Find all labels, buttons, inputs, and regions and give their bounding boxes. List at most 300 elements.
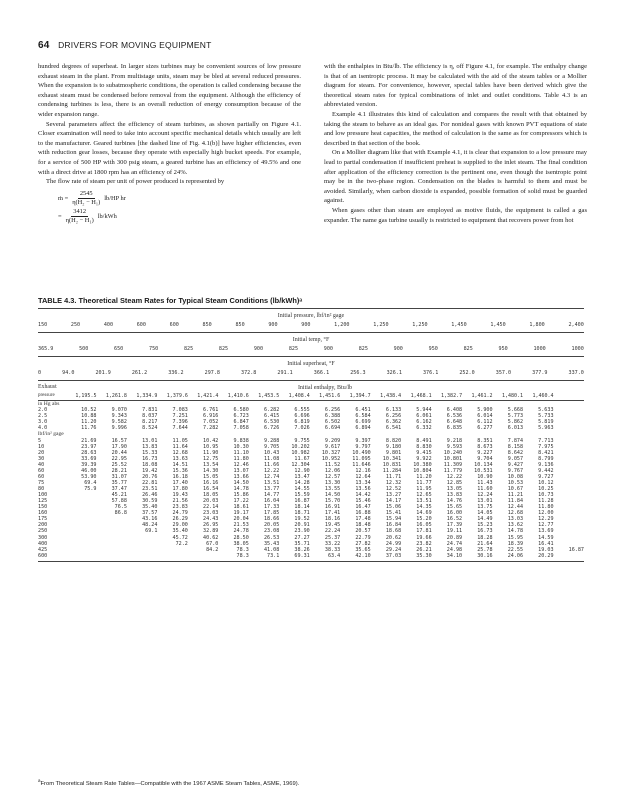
table-cell: 8.158 <box>507 443 524 450</box>
table-cell: 6.256 <box>324 407 341 414</box>
table-cell: 6.408 <box>446 407 463 414</box>
table-cell: 86.8 <box>114 510 127 517</box>
table-cell: 14.78 <box>233 486 249 493</box>
table-cell: 35.40 <box>142 504 158 511</box>
table-cell: 12.29 <box>538 516 554 523</box>
table-cell: 900 <box>323 346 333 352</box>
paragraph: Several parameters affect the efficiency of steam turbines, as shown partially on Figure 4.1. Closer examination will need to take into account specific mechanical details which usually are left to the manufacturer. Geared turbines [the dashed line of Fig. 4.1(b)] have higher efficiencies, even with reduction gear losses, because they operate with especially high bucket speeds. For example, for a service of 500 HP with 300 psig steam, a geared turbine has an efficiency of 49.5% and one with a direct drive at 1800 rpm has an efficiency of 24%. <box>38 120 301 176</box>
equation-lhs: ṁ = <box>58 194 69 202</box>
row-header: 40 <box>38 461 45 468</box>
table-cell: 27.27 <box>294 534 310 541</box>
table-cell: 9.617 <box>324 443 341 450</box>
row-header: 4.0 <box>38 425 48 432</box>
table-cell: 94.0 <box>62 370 75 376</box>
table-cell: 37.03 <box>385 552 402 559</box>
table-cell: 16.47 <box>355 504 371 511</box>
table-cell: 10.08 <box>507 474 524 481</box>
inlet-pressure-label: Initial pressure, lbf/in² gage <box>277 313 345 319</box>
table-cell: 35.71 <box>294 540 310 547</box>
table-cell: 9.427 <box>507 461 524 468</box>
table-cell: 6.332 <box>416 425 432 432</box>
enthalpy-row <box>38 392 584 400</box>
table-cell: 252.0 <box>459 370 475 376</box>
table-cell: 10.831 <box>382 461 402 468</box>
table-cell: 11.779 <box>443 468 463 475</box>
table-cell: 6.894 <box>355 425 371 432</box>
table-cell: 10.982 <box>291 449 310 456</box>
table-cell: 21.56 <box>172 498 188 505</box>
table-cell: 26.95 <box>203 522 219 529</box>
table-cell: 12.68 <box>172 449 188 456</box>
table-cell: 14.50 <box>233 480 249 487</box>
table-cell: 12.00 <box>538 510 554 517</box>
table-cell: 900 <box>268 322 278 328</box>
table-cell: 10.88 <box>81 413 97 420</box>
table-cell: 16.73 <box>477 528 493 535</box>
table-cell: 1,438.4 <box>380 393 402 399</box>
table-cell: 1000 <box>533 346 546 352</box>
table-cell: 14.78 <box>507 528 524 535</box>
paragraph: Example 4.1 illustrates this kind of calculation and compares the result with that obtained by taking the steam to behave as an ideal gas. For nonideal gases with known PVT equations of state and low pressure heat capacities, the method of calculation is the same as for compressors which is described in that section of the book. <box>324 110 587 147</box>
row-header: 150 <box>38 504 48 511</box>
table-cell <box>188 553 218 559</box>
table-cell: 14.49 <box>477 516 493 523</box>
table-cell: 20.62 <box>385 534 402 541</box>
table-cell: 1,195.5 <box>75 393 97 399</box>
inlet-pressure-row <box>38 320 584 332</box>
table-cell: 297.8 <box>204 370 220 376</box>
table-cell: 1,261.8 <box>105 393 127 399</box>
table-cell: 19.42 <box>142 468 158 475</box>
table-cell: 950 <box>428 346 438 352</box>
table-cell: 6.530 <box>263 419 280 426</box>
table-cell: 24.99 <box>385 540 402 547</box>
table-cell: 28.50 <box>233 534 249 541</box>
table-cell: 9.727 <box>538 474 554 481</box>
table-cell: 9.705 <box>263 443 280 450</box>
table-cell: 291.1 <box>277 370 293 376</box>
table-cell: 8.673 <box>477 443 493 450</box>
table-cell: 20.29 <box>538 552 554 559</box>
table-cell: 376.1 <box>422 370 439 376</box>
table-cell: 256.3 <box>350 370 366 376</box>
table-cell: 1,450 <box>451 322 467 328</box>
table-cell: 9.801 <box>385 449 402 456</box>
table-cell: 18.71 <box>294 510 310 517</box>
table-cell: 12.22 <box>263 468 280 475</box>
running-header <box>38 40 212 51</box>
table-cell: 25.37 <box>324 534 341 541</box>
table-cell: 336.2 <box>168 370 184 376</box>
table-cell: 10.52 <box>81 407 97 414</box>
table-cell: 12.32 <box>385 480 402 487</box>
table-cell: 6.388 <box>324 413 341 420</box>
table-cell: 20.03 <box>203 498 219 505</box>
table-cell: 11.95 <box>416 486 432 493</box>
table-cell: 6.696 <box>294 413 310 420</box>
table-cell: 11.71 <box>385 474 402 481</box>
table-cell: 18.16 <box>324 516 341 523</box>
table-cell: 53.90 <box>81 474 97 481</box>
inlet-temp-row <box>38 344 584 356</box>
table-cell: 11.80 <box>538 504 554 511</box>
table-cell: 15.36 <box>172 468 188 475</box>
table-cell: 15.86 <box>233 492 249 499</box>
table-cell: 16.04 <box>263 498 280 505</box>
table-cell: 9.218 <box>446 437 463 444</box>
table-cell: 11.646 <box>352 461 371 468</box>
table-cell: 9.057 <box>507 455 524 462</box>
table-cell: 13.07 <box>233 468 249 475</box>
table-cell: 600 <box>136 322 146 328</box>
table-cell: 23.97 <box>81 443 97 450</box>
table-cell: 26.46 <box>142 492 158 499</box>
table-cell: 69.1 <box>145 528 158 535</box>
table-cell: 23.03 <box>203 510 219 517</box>
table-cell: 5.819 <box>538 419 554 426</box>
row-header: 75 <box>38 480 45 487</box>
table-cell: 950 <box>498 346 508 352</box>
table-cell: 6.648 <box>446 419 463 426</box>
table-cell: 17.81 <box>416 528 432 535</box>
paragraph: The flow rate of steam per unit of power produced is represented by <box>46 178 225 186</box>
table-cell: 21.69 <box>81 437 97 444</box>
table-cell: 35.65 <box>355 546 371 553</box>
table-cell: 20.44 <box>111 449 127 456</box>
table-cell: 6.536 <box>446 413 463 420</box>
table-cell: 250 <box>70 322 81 328</box>
table-cell: 10.327 <box>321 449 341 456</box>
table-cell: 33.69 <box>81 455 97 462</box>
table-cell: 20.89 <box>446 534 463 541</box>
table-cell: 17.48 <box>355 516 371 523</box>
table-cell: 67.0 <box>206 540 219 547</box>
table-cell: 6.916 <box>203 413 219 420</box>
table-cell: 10.30 <box>233 443 249 450</box>
table-row <box>38 553 584 559</box>
table-cell: 12.57 <box>324 474 341 481</box>
table-cell: 24.98 <box>446 546 463 553</box>
table-cell: 11.28 <box>538 498 554 505</box>
table-cell: 6.502 <box>324 419 341 426</box>
table-cell: 16.41 <box>538 540 554 547</box>
table-cell: 15.59 <box>294 492 310 499</box>
superheat-label: Initial superheat, °F <box>287 361 335 367</box>
table-cell: 31.07 <box>111 474 127 481</box>
table-cell: 78.3 <box>236 552 249 559</box>
table-cell: 6.256 <box>385 413 402 420</box>
table-cell: 13.05 <box>446 486 463 493</box>
vacuum-rows <box>38 407 584 431</box>
table-cell: 45.21 <box>111 492 127 499</box>
row-header: 2.0 <box>38 407 48 414</box>
table-cell: 35.30 <box>416 552 432 559</box>
table-cell: 6.555 <box>294 407 310 414</box>
table-cell: 16.87 <box>294 498 310 505</box>
table-cell: 1,800 <box>529 322 545 328</box>
table-caption: TABLE 4.3. Theoretical Steam Rates for Typical Steam Conditions (lb/kWh)ᵃ <box>38 296 303 305</box>
table-cell: 1,480.1 <box>501 393 524 399</box>
table-cell: 23.83 <box>172 504 188 511</box>
row-header: 400 <box>38 540 48 547</box>
table-cell: 16.16 <box>203 480 219 487</box>
table-cell: 7.251 <box>172 413 188 420</box>
table-cell: 326.1 <box>386 370 402 376</box>
table-cell: 16.18 <box>172 474 188 481</box>
table-cell: 16.00 <box>446 510 463 517</box>
table-cell: 10.240 <box>443 449 463 456</box>
table-cell: 1,461.2 <box>471 393 493 399</box>
table-cell: 17.33 <box>263 504 280 511</box>
table-cell: 2,400 <box>568 322 584 328</box>
table-cell: 6.541 <box>385 425 402 432</box>
table-cell: 15.70 <box>324 498 341 505</box>
table-cell: 23.51 <box>142 486 158 493</box>
table-cell: 25.78 <box>477 546 493 553</box>
row-header: 60 <box>38 474 45 481</box>
fraction <box>70 190 102 207</box>
table-cell: 11.76 <box>81 425 97 432</box>
superheat-row <box>38 368 584 380</box>
table-cell: 14.77 <box>263 492 280 499</box>
table-cell: 8.799 <box>538 455 554 462</box>
table-cell: 38.33 <box>324 546 341 553</box>
table-cell: 28.63 <box>81 449 97 456</box>
gage-rows <box>38 438 584 559</box>
table-cell: 42.10 <box>355 552 371 559</box>
table-cell: 40.62 <box>203 534 219 541</box>
paragraph: On a Mollier diagram like that with Example 4.1, it is clear that expansion to a low pressure may lead to partial condensation if insufficient preheat is supplied to the inlet steam. The final condition after application of the efficiency correction is the pertinent one, even though the isentropic point may be in the two-phase region. Condensation on the blades is harmful to them and must be avoided. Similarly, when carbon dioxide is expanded, possible formation of solid must be guarded against. <box>324 149 587 205</box>
table-cell: 16.57 <box>111 437 127 444</box>
table-cell: 13.63 <box>172 455 188 462</box>
table-cell: 14.35 <box>416 504 432 511</box>
table-cell: 23.82 <box>416 540 432 547</box>
table-cell: 29.24 <box>385 546 402 553</box>
table-cell: 6.013 <box>507 425 524 432</box>
table-cell: 11.21 <box>507 492 524 499</box>
table-cell: 5.944 <box>416 407 432 414</box>
table-cell: 26.53 <box>263 534 280 541</box>
running-title: DRIVERS FOR MOVING EQUIPMENT <box>58 40 212 50</box>
vacuum-section-label: in Hg abs <box>38 401 60 407</box>
table-cell: 12.46 <box>233 461 249 468</box>
row-header: 20 <box>38 449 45 456</box>
table-cell: 5.733 <box>538 413 554 420</box>
table-cell: 15.33 <box>142 449 158 456</box>
table-cell: 21.64 <box>477 540 493 547</box>
table-cell: 825 <box>218 346 229 352</box>
table-cell: 13.69 <box>538 528 554 535</box>
table-cell: 8.217 <box>142 419 158 426</box>
table-cell: 12.304 <box>291 461 310 468</box>
table-cell: 14.30 <box>203 468 219 475</box>
table-cell: 1,408.4 <box>288 393 310 399</box>
table-cell: 41.08 <box>263 546 280 553</box>
table-cell: 20.05 <box>263 522 280 529</box>
table-cell: 12.24 <box>477 492 493 499</box>
table-cell: 201.9 <box>95 370 111 376</box>
row-header: 5 <box>38 437 42 444</box>
table-cell: 22.24 <box>324 528 341 535</box>
table-cell: 600 <box>169 322 179 328</box>
table-cell: 261.2 <box>131 370 148 376</box>
table-cell: 5.773 <box>507 413 524 420</box>
table-cell: 6.584 <box>355 413 371 420</box>
table-cell: 26.21 <box>416 546 432 553</box>
row-header: 300 <box>38 534 48 541</box>
table-cell: 73.1 <box>267 552 280 559</box>
table-cell: 19.66 <box>416 534 432 541</box>
table-cell: 15.20 <box>416 516 432 523</box>
table-cell: 5.862 <box>507 419 524 426</box>
table-cell: 5.633 <box>538 407 554 414</box>
table-cell: 1,334.9 <box>136 393 158 399</box>
table-cell: 366.1 <box>313 370 330 376</box>
table-cell: 825 <box>358 346 368 352</box>
table-cell: 11.309 <box>443 461 463 468</box>
table-cell: 11.67 <box>294 455 310 462</box>
row-header: 425 <box>38 546 48 553</box>
table-cell: 19.43 <box>172 492 188 499</box>
table-cell: 24.78 <box>233 528 249 535</box>
table-cell: 6.014 <box>477 413 493 420</box>
table-cell: 7.083 <box>172 407 188 414</box>
table-cell: 7.396 <box>172 419 188 426</box>
table-cell: 9.838 <box>233 437 249 444</box>
table-cell: 0 <box>38 370 42 376</box>
table-cell: 17.41 <box>324 510 341 517</box>
table-cell: 6.699 <box>355 419 371 426</box>
table-cell: 20.04 <box>233 516 249 523</box>
table-cell: 825 <box>288 346 299 352</box>
table-cell: 9.593 <box>446 443 463 450</box>
table-cell: 16.54 <box>203 486 219 493</box>
table-cell: 23.08 <box>263 528 280 535</box>
table-cell: 8.491 <box>416 437 432 444</box>
table-cell: 17.80 <box>172 486 188 493</box>
row-header: 2.5 <box>38 413 48 420</box>
table-cell: 46.00 <box>81 468 97 475</box>
denominator: η(H₂ − H₁) <box>72 199 101 207</box>
table-cell: 18.05 <box>203 492 219 499</box>
table-cell <box>157 553 187 559</box>
table-cell: 1,453.5 <box>258 393 280 399</box>
table-cell: 357.0 <box>495 370 512 376</box>
table-cell: 30.59 <box>142 498 158 505</box>
table-cell: 1,450 <box>490 322 506 328</box>
table-cell: 18.48 <box>355 522 371 529</box>
table-cell: 19.17 <box>233 510 249 517</box>
table-cell: 17.22 <box>233 498 249 505</box>
table-cell: 13.30 <box>324 480 341 487</box>
table-cell: 6.694 <box>324 425 341 432</box>
table-cell: 9.797 <box>355 443 371 450</box>
table-cell: 7.058 <box>233 425 249 432</box>
table-cell: 1,451.6 <box>319 393 341 399</box>
table-cell: 7.052 <box>203 419 219 426</box>
table-cell: 400 <box>103 322 114 328</box>
table-cell: 22.14 <box>203 504 219 511</box>
table-cell: 6.277 <box>477 425 493 432</box>
table-cell: 18.39 <box>507 540 524 547</box>
table-cell: 13.55 <box>324 486 341 493</box>
table-cell: 28.21 <box>111 468 127 475</box>
table-cell: 12.68 <box>507 510 524 517</box>
table-cell: 16.91 <box>324 504 341 511</box>
exhaust-pressure-label: pressure <box>38 393 55 398</box>
table-cell: 7.026 <box>294 425 310 432</box>
denominator: η(H₂ − H₁) <box>65 217 94 225</box>
table-cell: 13.34 <box>355 480 371 487</box>
table-cell: 1,460.4 <box>532 393 554 399</box>
table-cell: 16.73 <box>142 455 158 462</box>
table-cell: 9.582 <box>111 419 127 426</box>
table-cell: 12.06 <box>324 468 341 475</box>
table-cell: 12.64 <box>355 474 371 481</box>
table-cell: 18.68 <box>385 528 402 535</box>
table-cell: 10.202 <box>291 443 310 450</box>
table-cell: 9.227 <box>477 449 493 456</box>
table-cell: 14.28 <box>294 480 310 487</box>
table-cell: 27.82 <box>355 540 371 547</box>
table-cell: 13.51 <box>416 498 432 505</box>
page-number: 64 <box>38 40 50 51</box>
table-cell: 1,250 <box>373 322 389 328</box>
inlet-temp-label: Initial temp, °F <box>292 337 330 343</box>
table-cell: 16.52 <box>446 516 463 523</box>
table-cell: 84.2 <box>206 546 219 553</box>
table-cell: 17.39 <box>446 522 463 529</box>
numerator: 3412 <box>73 208 87 216</box>
table-cell: 13.47 <box>294 474 310 481</box>
table-cell: 1,379.6 <box>166 393 188 399</box>
table-cell: 11.20 <box>416 474 432 481</box>
row-header: 250 <box>38 528 48 535</box>
row-header: 600 <box>38 552 48 559</box>
table-cell: 13.77 <box>263 486 280 493</box>
table-cell: 10.531 <box>474 468 493 475</box>
table-cell: 11.43 <box>477 480 493 487</box>
table-cell: 13.62 <box>507 522 524 529</box>
table-cell: 11.80 <box>233 455 249 462</box>
table-cell: 8.421 <box>538 449 554 456</box>
table-cell: 17.40 <box>172 480 188 487</box>
table-cell: 11.64 <box>172 443 188 450</box>
table-cell: 372.8 <box>241 370 257 376</box>
table-cell: 1,250 <box>412 322 428 328</box>
table-cell: 7.282 <box>203 425 219 432</box>
table-cell: 1,200 <box>334 322 350 328</box>
table-cell: 12.16 <box>355 468 371 475</box>
table-cell: 13.75 <box>477 504 493 511</box>
table-cell: 22.95 <box>111 455 127 462</box>
table-cell: 10.90 <box>477 474 493 481</box>
table-cell: 12.90 <box>294 468 310 475</box>
table-cell: 26.29 <box>172 516 188 523</box>
table-cell: 13.27 <box>385 492 402 499</box>
table-cell: 850 <box>202 322 212 328</box>
table-cell: 6.061 <box>416 413 432 420</box>
table-cell: 8.830 <box>416 443 432 450</box>
table-cell: 850 <box>235 322 245 328</box>
row-header: 3.0 <box>38 419 48 426</box>
table-cell: 825 <box>463 346 473 352</box>
table-cell: 13.03 <box>507 516 524 523</box>
table-cell: 24.79 <box>172 510 188 517</box>
table-cell: 9.996 <box>111 425 127 432</box>
table-cell: 11.84 <box>507 498 524 505</box>
table-cell: 35.43 <box>263 540 280 547</box>
